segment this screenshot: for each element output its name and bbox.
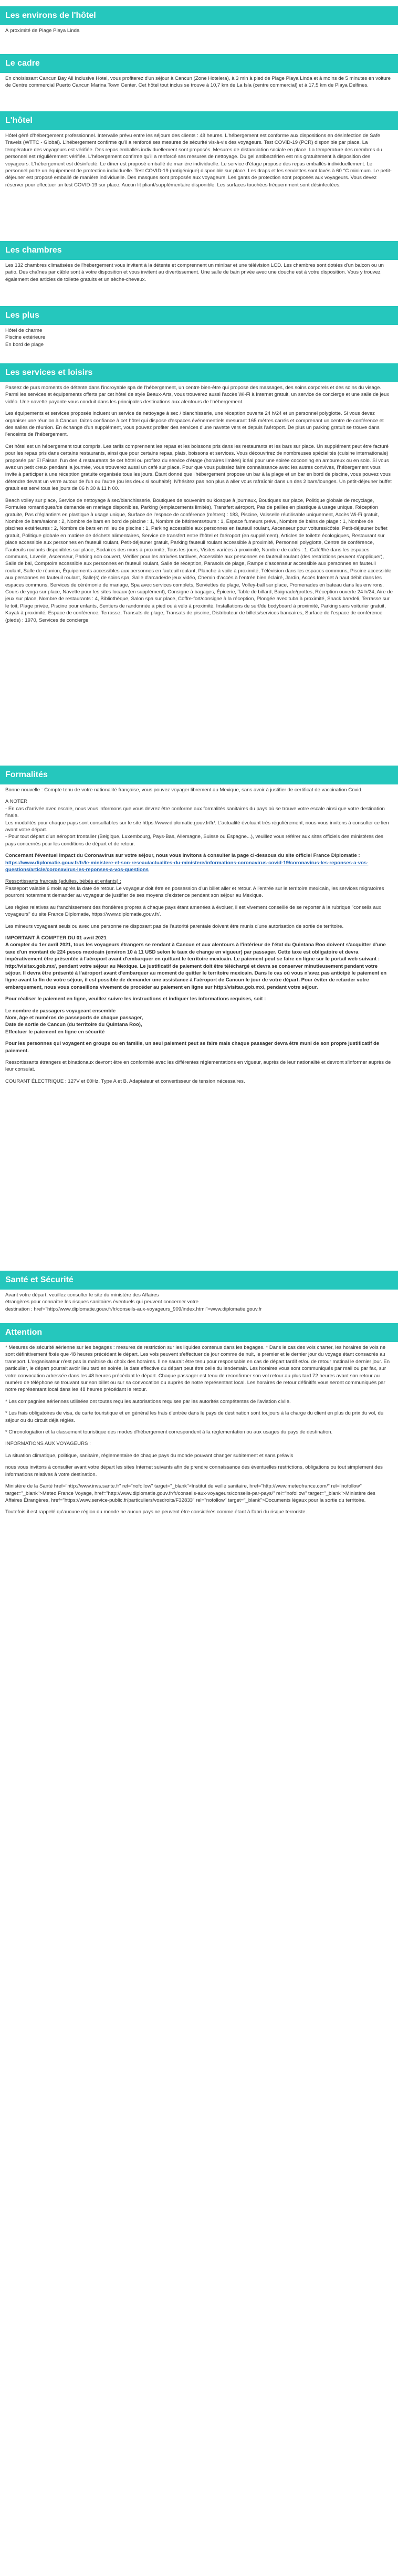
a-noter-text: - Pour tout départ d'un aéroport frontalier (Belgique, Luxembourg, Pays-Bas, Allemagne, Suisse ou Espagne...), veuillez vous référer aux sites officiels des ministères des pays concernés pour les conditions de départ et de retour. (5, 834, 383, 847)
section-body (0, 784, 398, 1085)
section-attention (0, 1323, 398, 1521)
plus-list (5, 327, 393, 348)
mineurs-text: Les mineurs voyageant seuls ou avec une personne ne disposant pas de l'autorité parentale doivent être munis d'une autorisation de sortie de territoire. (5, 923, 344, 929)
environs-text: À proximité de Plage Playa Linda (5, 28, 80, 34)
sante-line: destination : href="http://www.diplomatie.gouv.fr/fr/conseils-aux-voyageurs_909/index.html">www.diplomatie.gouv.fr (5, 1306, 262, 1312)
plus-item: En bord de plage (5, 341, 44, 348)
etrangers-text: Ressortissants étrangers et binationaux devront être en conformité avec les différentes réglementations en vigueur, auprès de leur nationalité et devront s'informer auprès de leur consulat. (5, 1060, 391, 1073)
ressortissants-text: Passeport valable 6 mois après la date de retour. Le voyageur doit être en possession d'un billet aller et retour. A l'entrée sur le territoire mexicain, les services migratoires pourront notamment demander au voyageur de justifier de ses moyens d'existence pendant son séjour au Mexique. (5, 885, 384, 899)
section-sante (0, 1271, 398, 1317)
plus-item: Piscine extérieure (5, 334, 46, 341)
section-title: Les services et loisirs (5, 368, 93, 377)
sante-text (5, 1292, 393, 1313)
section-body (0, 130, 398, 189)
section-body (0, 260, 398, 283)
section-chambres (0, 241, 398, 288)
services-paragraph: Beach volley sur place, Service de nettoyage à sec/blanchisserie, Boutiques de souvenirs ou kiosque à journaux, Boutiques sur place, Politique globale de recyclage, Formules romantiques/de demande en mariage disponibles, Parking (emplacements limités), Transfert aéroport, Pas de pailles en plastique à usage unique, Réception gratuite, Pas d'églantiers en plastique à usage unique, Surface de l'espace de conférence (mètres) : 183, Piscine, Vaisselle réutilisable uniquement, Accès Wi-Fi gratuit, Nombre de bars/salons : 2, Nombre de bars en bord de piscine : 1, Nombre de bâtiments/tours : 1, Espace fumeurs prévu, Nombre de bains de plage : 1, Nombre de piscines extérieures : 2, Nombre de bars en milieu de piscine : 1, Parking accessible aux personnes en fauteuil roulant, Ascenseur pour voitures/côtés, Petit-déjeuner buffet gratuit, Politique globale en matière de déchets alimentaires, Service de transfert entre l'hôtel et l'aéroport (en supplément), Articles de toilette écologiques, Restaurant sur place accessible aux personnes en fauteuil roulant, Petit-déjeuner gratuit, Parking fauteuil roulant accessible à proximité, Personnel polyglotte, Centre de conférence, Fauteuils roulants disponibles sur place, Sodaires des murs à proximité, Tous les jours, Visites variées à proximité, Nombre de cafés : 1, Café/thé dans les espaces communs, Laverie, Ascenseur, Parking non couvert, Vérifier pour les arrivées tardives, Accessible aux personnes en fauteuil roulant (des restrictions peuvent s'appliquer), Salle de bal, Comptoirs accessible aux personnes en fauteuil roulant, Salle de réception, Parasols de plage, Rampe d'ascenseur accessible aux personnes en fauteuil roulant, Salle de réunion, Équipements accessibles aux personnes en fauteuil roulant, Planche à voile à proximité, Télévision dans les espaces communs, Piscine accessible aux personnes en fauteuil roulant, Salle(s) de soins spa, Salle d'arcade/de jeux vidéo, Chemin d'accès à l'entrée bien éclairé, Jardin, Accès Internet à haut débit dans les espaces communs, Services de cérémonie de mariage, Spa avec services complets, Serviettes de plage, Volley-ball sur place, Promenades en bateau dans les environs, Cours de yoga sur place, Navette pour les sites locaux (en supplément), Consigne à bagages, Épicerie, Table de billard, Baignade/grottes, Réception ouverte 24 h/24, Aire de jeux sur place, Nombre de restaurants : 4, Bibliothèque, Salon spa sur place, Coffre-fort/consigne à la réception, Plongée avec tuba à proximité, Snack bar/deli, Terrasse sur le toit, Plage privée, Piscine pour enfants, Sentiers de randonnée à pied ou à vélo à proximité, Installations de surf/de bodyboard à proximité, Parking sans voiturier gratuit, Kayak à proximité, Espace de conférence, Terrasse, Transats de plage, Transats de piscine, Distributeur de billets/services bancaires, Surface de l'espace de conférence (pieds) : 1970, Services de concierge (5, 497, 393, 623)
section-title: Le cadre (5, 59, 40, 68)
attention-text: * Les compagnies aériennes utilisées ont toutes reçu les autorisations requises par les autorités compétentes de l'aviation civile. (5, 1398, 291, 1405)
info-links: Ministère de la Santé href="http://www.invs.sante.fr" rel="nofollow" target="_blank">Institut de veille sanitaire, href="http://www.meteofrance.com/" rel="nofollow" target="_blank">Meteo France Voyage, href="http://www.diplomatie.gouv.fr/fr/conseils-aux-voyageurs/conseils-par-pays/" rel="nofollow" target="_blank">Ministère des Affaires Étrangères, href="https://www.service-public.fr/particuliers/vosdroits/F32833" rel="nofollow" target="_blank">Documents légaux pour la sortie du territoire. (5, 1483, 375, 1503)
sante-line: Avant votre départ, veuillez consulter le site du ministère des Affaires (5, 1292, 159, 1298)
ressortissants-label: Ressortissants français (adultes, bébés et enfants) : (5, 878, 121, 885)
section-title: Les chambres (5, 246, 62, 255)
paiement-step: Effectuer le paiement en ligne en sécurité (5, 1029, 105, 1035)
services-paragraph: Les équipements et services proposés incluent un service de nettoyage à sec / blanchisserie, une réception ouverte 24 h/24 et un personnel polyglotte. Si vous devez organiser une réunion à Cancun, faites confiance à cet hôtel qui dispose d'espaces événementiels mesurant 165 mètres carrés et comprenant un centre de conférence et des salles de réunion. En échange d'un supplément, vous pouvez profiter des services d'une navette vers et depuis l'aéroport. De plus un parking gratuit se trouve dans l'enceinte de l'hébergement. (5, 411, 384, 438)
paiement-step: Le nombre de passagers voyageant ensemble (5, 1008, 116, 1014)
sante-line: étrangères pour connaître les risques sanitaires éventuels qui peuvent concerner votre (5, 1299, 198, 1305)
plus-item: Hôtel de charme (5, 328, 43, 333)
attention-text: * Mesures de sécurité aérienne sur les bagages : mesures de restriction sur les liquides contenus dans les bagages. * Dans le cas des vols charter, les horaires de vols ne sont définitivement fixés que 48 heures précédant le départ. Les vols peuvent s'effectuer de jour comme de nuit, le premier et le dernier jour du voyage étant consacrés au transport. L'organisateur n'est pas la maîtrise du choix des horaires. Il ne saurait être tenu pour responsable en cas de départ tardif et/ou de retour matinal le dernier jour. En particulier, le départ pourrait avoir lieu tard en soirée, la date effective du départ peut être celle du lendemain. Les horaires vous sont communiqués par mail ou par fax, sur votre convocation adressée dans les 48 heures précédant le départ. Chaque passager est tenu de reconfirmer son vol retour au plus tard 72 heures avant son retour au numéro de téléphone se trouvant sur son billet ou sur sa convocation ou auprès de notre représentant local. Les horaires de retour définitifs vous seront communiqués par notre représentant local dans les 48 heures précédant le retour. (5, 1345, 390, 1393)
paiement-step: Nom, âge et numéros de passeports de chaque passager, (5, 1014, 143, 1021)
coronavirus-block (5, 852, 393, 873)
chambres-text: Les 132 chambres climatisées de l'hébergement vous invitent à la détente et comprennent un minibar et une télévision LCD. Les chambres sont dotées d'un balcon ou un patio. Des chaînes par câble sont à votre disposition et vous invitent au divertissement. Une salle de bain privée avec une douche est à votre disposition. Vous y trouvez également des articles de toilette gratuits et un sèche-cheveux. (5, 263, 384, 282)
section-header (0, 6, 398, 25)
a-noter-text: Les modalités pour chaque pays sont consultables sur le site https://www.diplomatie.gouv.fr/fr/. L'actualité évoluant très régulièrement, nous vous invitons à consulter ce lien avant votre départ. (5, 820, 389, 833)
paiement-block (5, 996, 393, 1002)
info-title: INFORMATIONS AUX VOYAGEURS : (5, 1441, 91, 1447)
section-body (0, 73, 398, 89)
section-header (0, 766, 398, 784)
coronavirus-link[interactable]: https://www.diplomatie.gouv.fr/fr/le-ministere-et-son-reseau/actualites-du-ministere/informations-coronavirus-covid-19/coronavirus-les-reponses-a-vos-questions/article/coronavirus-les-reponses-a-vos-questions (5, 860, 369, 873)
section-title: Attention (5, 1328, 43, 1337)
section-header (0, 306, 398, 325)
section-header (0, 54, 398, 73)
attention-text: * Chronologiation et la classement touristique des modes d'hébergement correspondent à la réglementation ou aux usages du pays de destination. (5, 1429, 333, 1436)
section-formalites (0, 766, 398, 1090)
coronavirus-text: Concernant l'éventuel impact du Coronavirus sur votre séjour, nous vous invitons à consulter la page ci-dessous du site officiel France Diplomatie : (5, 853, 360, 859)
section-body (0, 25, 398, 34)
section-title: Formalités (5, 770, 48, 779)
ressortissants-block (5, 878, 393, 899)
important-title: IMPORTANT À COMPTER DU 01 avril 2021 (5, 935, 107, 941)
important-text: A compter du 1er avril 2021, tous les voyageurs étrangers se rendant à Cancun et aux alentours à l'intérieur de l'état du Quintana Roo doivent s'acquitter d'une taxe d'un montant de 224 pesos mexicain (environ 10 à 11 USD selon le taux de change en vigueur) par passager. Cette taxe est obligatoire et devra impérativement être présentée à l'aéroport avant d'embarquer en quittant le territoire mexicain. Le paiement peut se faire en ligne sur le portail web suivant : http://visitax.gob.mx/, pendant votre séjour au Mexique. Le justificatif de paiement doit être téléchargé et devra se conserver minutieusement pendant votre séjour. Il devra être présenté à l'aéroport avant d'embarquer au moment de quitter le territoire mexicain. Dans le cas où vous n'avez pas anticipé le paiement en ligne avant la fin de votre séjour, il est possible de demander une assistance à l'aéroport de Cancun le jour de votre départ. Pour éviter de retarder votre embarquement, nous vous conseillons vivement de procéder au paiement en ligne sur http://visitax.gob.mx/, pendant votre séjour. (5, 942, 387, 990)
section-body (0, 382, 398, 624)
a-noter-text: - En cas d'arrivée avec escale, nous vous informons que vous devrez être conforme aux formalités sanitaires du pays où se trouve votre escale ainsi que votre destination finale. (5, 805, 385, 819)
section-title: Les environs de l'hôtel (5, 11, 96, 20)
frontieres-text: Les règles relatives au franchissement des frontières propres à chaque pays étant amenées à évoluer, il est vivement conseillé de se reporter à la rubrique "conseils aux voyageurs" du site France Diplomatie, https://www.diplomatie.gouv.fr/. (5, 904, 381, 918)
section-header (0, 363, 398, 382)
paiement-title: Pour réaliser le paiement en ligne, veuillez suivre les instructions et indiquer les informations requises, soit : (5, 996, 266, 1002)
section-cadre (0, 54, 398, 94)
cadre-text: En choisissant Cancun Bay All Inclusive Hotel, vous profiterez d'un séjour à Cancun (Zone Hotelera), à 3 min à pied de Plage Playa Linda et à moins de 5 minutes en voiture de Centre commercial Puerto Cancun Marina Town Center. Cet hôtel tout inclus se trouve à 10,7 km de La Isla (centre commercial) et à 17,5 km de Playa Delfines. (5, 76, 391, 89)
services-paragraph: Passez de purs moments de détente dans l'incroyable spa de l'hébergement, un centre bien-être qui propose des massages, des soins corporels et des soins du visage. Parmi les services et équipements offerts par cet hôtel de style Beaux-Arts, vous trouverez aussi l'accès Wi-Fi à Internet gratuit, un service de concierge et une salle de jeux vidéo. Une navette payante vous conduit dans les principales destinations aux alentours de l'hébergement. (5, 385, 390, 405)
famille-text: Pour les personnes qui voyagent en groupe ou en famille, un seul paiement peut se faire mais chaque passager devra être muni de son propre justificatif de paiement. (5, 1041, 380, 1054)
section-body (0, 1342, 398, 1516)
paiement-step: Date de sortie de Cancun (du territoire du Quintana Roo), (5, 1022, 142, 1028)
formalites-intro: Bonne nouvelle : Compte tenu de votre nationalité française, vous pouvez voyager librement au Mexique, sans avoir à justifier de certificat de vaccination Covid. (5, 787, 363, 793)
section-hotel (0, 111, 398, 193)
section-header (0, 111, 398, 130)
section-environs (0, 6, 398, 34)
courant-text: COURANT ÉLECTRIQUE : 127V et 60Hz. Type A et B. Adaptateur et convertisseur de tension nécessaires. (5, 1078, 245, 1084)
section-header (0, 241, 398, 260)
section-body (0, 325, 398, 348)
services-paragraph: Cet hôtel est un hébergement tout compris. Les tarifs comprennent les repas et les boissons pris dans les restaurants et les bars sur place. Un supplément peut être facturé pour les repas pris dans certains restaurants, ainsi que pour certains repas, plats, boissons et services. Vous découvrirez de nombreuses spécialités (cuisine internationale) proposée par El Faisan, l'un des 4 restaurants de cet hôtel ou profitez du service d'étage (horaires limités) idéal pour une soirée cocooning en amoureux ou en solo. Si vous avez un petit creux pendant la journée, vous trouverez aussi un café sur place. Pour que vous puissiez faire connaissance avec les autres convives, l'hébergement vous invite à participer à une réception gratuite organisée tous les jours. Étant donné que l'hébergement propose un bar à la plage et un bar en bord de piscine, vous pouvez vous détendre devant un verre autour de l'un ou l'autre (ou les deux si souhaité). N'hésitez pas non plus à aller vous rafraîchir dans un des 2 bars/lounges. Un petit-déjeuner buffet gratuit est servi tous les jours de 06 h 30 à 11 h 00. (5, 443, 392, 492)
a-noter-block (5, 798, 393, 847)
section-title: L'hôtel (5, 116, 33, 125)
section-body (0, 1290, 398, 1313)
section-services (0, 363, 398, 629)
section-header (0, 1271, 398, 1290)
hotel-text: Hôtel géré d'hébergement professionnel. Intervalle prévu entre les séjours des clients : 48 heures. L'hébergement est conforme aux dispositions en désinfection de Safe Travels (WTTC - Global). L'hébergement confirme qu'il a renforcé ses mesures de sécurité vis-à-vis des voyageurs. Test COVID-19 (PCR) disponible par place. La température des voyageurs est vérifiée. Des repas emballés individuellement sont proposés. Mesures de distanciation sociale en place. La température des membres du personnel est régulièrement vérifiée. L'hébergement confirme qu'il a renforcé ses mesures de nettoyage. Du gel antibactérien est mis gratuitement à disposition des voyageurs. L'hébergement est désinfecté. Le dîner est proposé emballé de manière individuelle. Le service d'étage propose des repas emballés individuellement. Le personnel porte un équipement de protection individuelle. Test COVID-19 (antigénique) disponible sur place. Les draps et les serviettes sont lavés à 60 °C minimum. Le petit-déjeuner est proposé emballé de manière individuelle. Des masques sont proposés aux voyageurs. Les gants de protection sont proposés aux voyageurs. Vous devez réserver pour effectuer un test COVID-19 sur place. Aucun lit pliant/supplémentaire disponible. Les surfaces touchées fréquemment sont désinfectées. (5, 133, 392, 188)
paiement-steps (5, 1008, 393, 1036)
info-text: La situation climatique, politique, sanitaire, réglementaire de chaque pays du monde pouvant changer subitement et sans préavis (5, 1452, 294, 1459)
important-block (5, 935, 393, 991)
info-text: nous vous invitons à consulter avant votre départ les sites Internet suivants afin de prendre connaissance des éventuelles restrictions, obligations ou tout simplement des informations relatives à votre destination. (5, 1464, 383, 1478)
a-noter-label: A NOTER (5, 799, 28, 805)
section-header (0, 1323, 398, 1342)
terrorism-text: Toutefois il est rappelé qu'aucune région du monde ne aucun pays ne peuvent être considérés comme étant à l'abri du risque terroriste. (5, 1509, 307, 1515)
section-title: Santé et Sécurité (5, 1275, 74, 1284)
section-title: Les plus (5, 311, 39, 320)
attention-text: * Les frais obligatoires de visa, de carte touristique et en général les frais d'entrée dans le pays de destination sont toujours à la charge du client en plus du prix du vol, du séjour ou du circuit déjà réglés. (5, 1410, 384, 1423)
section-plus (0, 306, 398, 348)
